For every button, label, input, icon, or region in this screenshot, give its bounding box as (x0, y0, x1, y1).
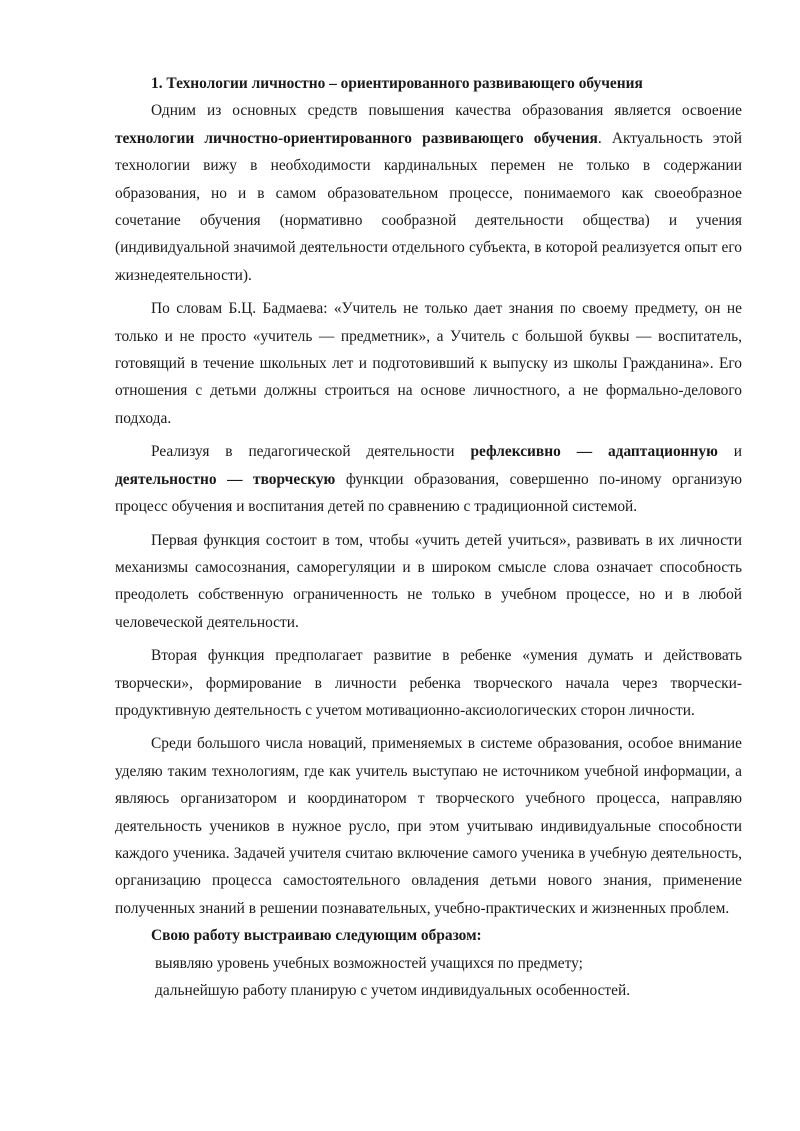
section-number: 1. (151, 75, 163, 92)
paragraph-1-text-c: . Актуальность этой технологии вижу в необходимости кардинальных перемен не только в содержании образования, но и в самом образовательном процессе, понимаемого как своеобразное сочетание обучения (нормативно сообразной деятельности общества) и учения (индивидуальной значимой деятельности отдельного субъекта, в которой реализуется опыт его жизнедеятельности). (115, 129, 742, 284)
paragraph-3-bold-term-1: рефлексивно — адаптационную (470, 443, 718, 461)
paragraph-3 (115, 438, 742, 520)
paragraph-1-bold-term: технологии личностно-ориентированного развивающего обучения (115, 129, 598, 147)
paragraph-3-bold-term-2: деятельностно — творческую (115, 470, 336, 488)
paragraph-6: Среди большого числа новаций, применяемых в системе образования, особое внимание уделяю таким технологиям, где как учитель выступаю не источником учебной информации, а являюсь организатором и координатором т творческого учебного процесса, направляю деятельность учеников в нужное русло, при этом учитываю индивидуальные способности каждого ученика. Задачей учителя считаю включение самого ученика в учебную деятельность, организацию процесса самостоятельного овладения детьми нового знания, применение полученных знаний в решении познавательных, учебно-практических и жизненных проблем. (115, 735, 742, 917)
paragraph-3-text-a: Реализуя в педагогической деятельности (151, 443, 471, 461)
work-subheading: Свою работу выстраиваю следующим образом: (151, 927, 482, 945)
paragraph-4: Первая функция состоит в том, чтобы «учить детей учиться», развивать в их личности механизмы самосознания, саморегуляции и в широком смысле слова означает способность преодолеть собственную ограниченность не только в учебном процессе, но и в любой человеческой деятельности. (115, 531, 742, 631)
list-item: выявляю уровень учебных возможностей учащихся по предмету; (155, 954, 583, 972)
paragraph-1-text-a: Одним из основных средств повышения качества образования является освоение (151, 102, 742, 120)
document-page (115, 70, 742, 1004)
paragraph-3-text-c: и (717, 443, 742, 461)
paragraph-5: Вторая функция предполагает развитие в ребенке «умения думать и действовать творчески», формирование в личности ребенка творческого начала через творчески-продуктивную деятельность с учетом мотивационно-аксиологических сторон личности. (115, 647, 742, 719)
list-item: дальнейшую работу планирую с учетом индивидуальных особенностей. (155, 982, 631, 999)
section-heading (115, 70, 742, 97)
paragraph-1 (115, 97, 742, 289)
paragraph-3-text-e: функции образования, совершенно по-иному организую процесс обучения и воспитания детей по сравнению с традиционной системой. (115, 470, 742, 516)
paragraph-2: По словам Б.Ц. Бадмаева: «Учитель не только дает знания по своему предмету, он не только и не просто «учитель — предметник», а Учитель с большой буквы — воспитатель, готовящий в течение школьных лет и подготовивший к выпуску из школы Гражданина». Его отношения с детьми должны строиться на основе личностного, а не формально-делового подхода. (115, 300, 742, 427)
section-title: Технологии личностно – ориентированного развивающего обучения (166, 75, 643, 92)
